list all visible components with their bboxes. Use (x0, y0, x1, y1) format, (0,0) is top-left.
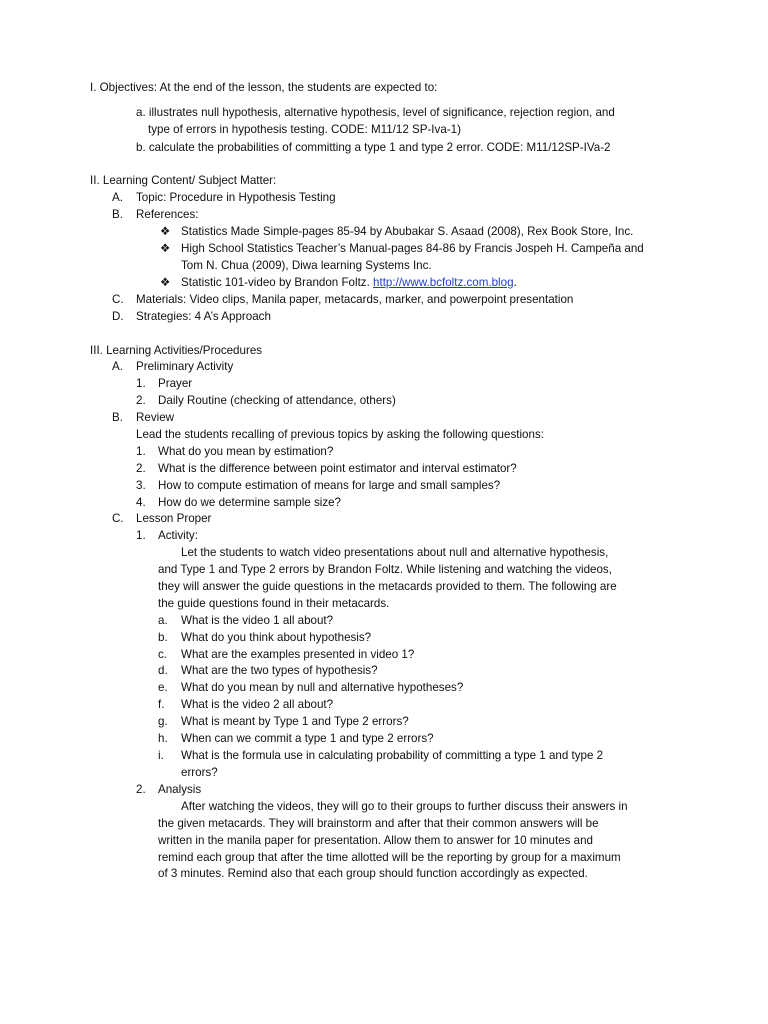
activities-b-marker: B. (112, 411, 123, 424)
reference-item: High School Statistics Teacher’s Manual-pages 84-86 by Francis Jospeh H. Campeña and (181, 242, 644, 255)
guide-question: What are the two types of hypothesis? (181, 664, 378, 677)
activities-c-marker: C. (112, 512, 124, 525)
reference-period: . (513, 276, 517, 289)
activity-label: Activity: (158, 529, 198, 542)
question-letter: a. (158, 614, 168, 627)
list-item: What is the difference between point estimator and interval estimator? (158, 462, 517, 475)
guide-question: What is meant by Type 1 and Type 2 errors? (181, 715, 409, 728)
question-letter: c. (158, 648, 168, 661)
list-number: 2. (136, 394, 146, 407)
content-b-marker: B. (112, 208, 123, 221)
objective-b: b. calculate the probabilities of committing a type 1 and type 2 error. CODE: M11/12SP-IVa-2 (136, 141, 611, 154)
objective-a-cont: type of errors in hypothesis testing. CODE: M11/12 SP-Iva-1) (148, 123, 461, 136)
preliminary-activity-label: Preliminary Activity (136, 360, 234, 373)
list-number: 2. (136, 783, 146, 796)
diamond-bullet-icon: ❖ (160, 276, 171, 289)
list-number: 1. (136, 377, 146, 390)
list-item: Prayer (158, 377, 193, 390)
question-letter: i. (158, 749, 164, 762)
list-number: 1. (136, 529, 146, 542)
materials-line: Materials: Video clips, Manila paper, metacards, marker, and powerpoint presentation (136, 293, 574, 306)
analysis-paragraph-line: of 3 minutes. Remind also that each group should function accordingly as expected. (158, 867, 588, 880)
references-label: References: (136, 208, 199, 221)
diamond-bullet-icon: ❖ (160, 225, 171, 238)
list-number: 1. (136, 445, 146, 458)
activity-paragraph-line: and Type 1 and Type 2 errors by Brandon Foltz. While listening and watching the videos, (158, 563, 612, 576)
question-letter: b. (158, 631, 168, 644)
diamond-bullet-icon: ❖ (160, 242, 171, 255)
list-item: Daily Routine (checking of attendance, others) (158, 394, 396, 407)
activities-a-marker: A. (112, 360, 123, 373)
analysis-label: Analysis (158, 783, 202, 796)
analysis-paragraph-line: the given metacards. They will brainstorm and after that their common answers will be (158, 817, 599, 830)
activity-paragraph-line: they will answer the guide questions in the metacards provided to them. The following are (158, 580, 617, 593)
guide-question: What is the formula use in calculating probability of committing a type 1 and type 2 (181, 749, 604, 762)
list-number: 3. (136, 479, 146, 492)
lesson-proper-label: Lesson Proper (136, 512, 212, 525)
list-number: 4. (136, 496, 146, 509)
list-number: 2. (136, 462, 146, 475)
guide-question: What do you think about hypothesis? (181, 631, 372, 644)
analysis-paragraph-line: After watching the videos, they will go to their groups to further discuss their answers in (181, 800, 628, 813)
activity-paragraph-line: Let the students to watch video presentations about null and alternative hypothesis, (181, 546, 609, 559)
question-letter: f. (158, 698, 165, 711)
content-d-marker: D. (112, 310, 124, 323)
question-letter: e. (158, 681, 168, 694)
review-label: Review (136, 411, 175, 424)
list-item: What do you mean by estimation? (158, 445, 334, 458)
list-item: How do we determine sample size? (158, 496, 342, 509)
activities-heading: III. Learning Activities/Procedures (90, 344, 263, 357)
objectives-heading: I. Objectives: At the end of the lesson, the students are expected to: (90, 81, 438, 94)
list-item: How to compute estimation of means for large and small samples? (158, 479, 501, 492)
reference-text: Statistic 101-video by Brandon Foltz. (181, 276, 374, 289)
review-intro: Lead the students recalling of previous topics by asking the following questions: (136, 428, 544, 441)
content-c-marker: C. (112, 293, 124, 306)
reference-item: Statistics Made Simple-pages 85-94 by Abubakar S. Asaad (2008), Rex Book Store, Inc. (181, 225, 634, 238)
guide-question: What do you mean by null and alternative hypotheses? (181, 681, 464, 694)
analysis-paragraph-line: remind each group that after the time allotted will be the reporting by group for a maximum (158, 851, 621, 864)
guide-question: What is the video 2 all about? (181, 698, 334, 711)
guide-question: When can we commit a type 1 and type 2 errors? (181, 732, 434, 745)
activity-paragraph-line: the guide questions found in their metacards. (158, 597, 390, 610)
question-letter: g. (158, 715, 168, 728)
guide-question-cont: errors? (181, 766, 218, 779)
question-letter: d. (158, 664, 168, 677)
content-a-marker: A. (112, 191, 123, 204)
reference-item-cont: Tom N. Chua (2009), Diwa learning Systems Inc. (181, 259, 432, 272)
topic-line: Topic: Procedure in Hypothesis Testing (136, 191, 336, 204)
analysis-paragraph-line: written in the manila paper for presentation. Allow them to answer for 10 minutes and (158, 834, 593, 847)
reference-link[interactable]: http://www.bcfoltz.com.blog (373, 276, 514, 289)
guide-question: What are the examples presented in video 1? (181, 648, 415, 661)
strategies-line: Strategies: 4 A’s Approach (136, 310, 271, 323)
reference-item (181, 275, 517, 291)
objective-a: a. illustrates null hypothesis, alternative hypothesis, level of significance, rejection region, and (136, 106, 615, 119)
content-heading: II. Learning Content/ Subject Matter: (90, 174, 277, 187)
question-letter: h. (158, 732, 168, 745)
guide-question: What is the video 1 all about? (181, 614, 334, 627)
